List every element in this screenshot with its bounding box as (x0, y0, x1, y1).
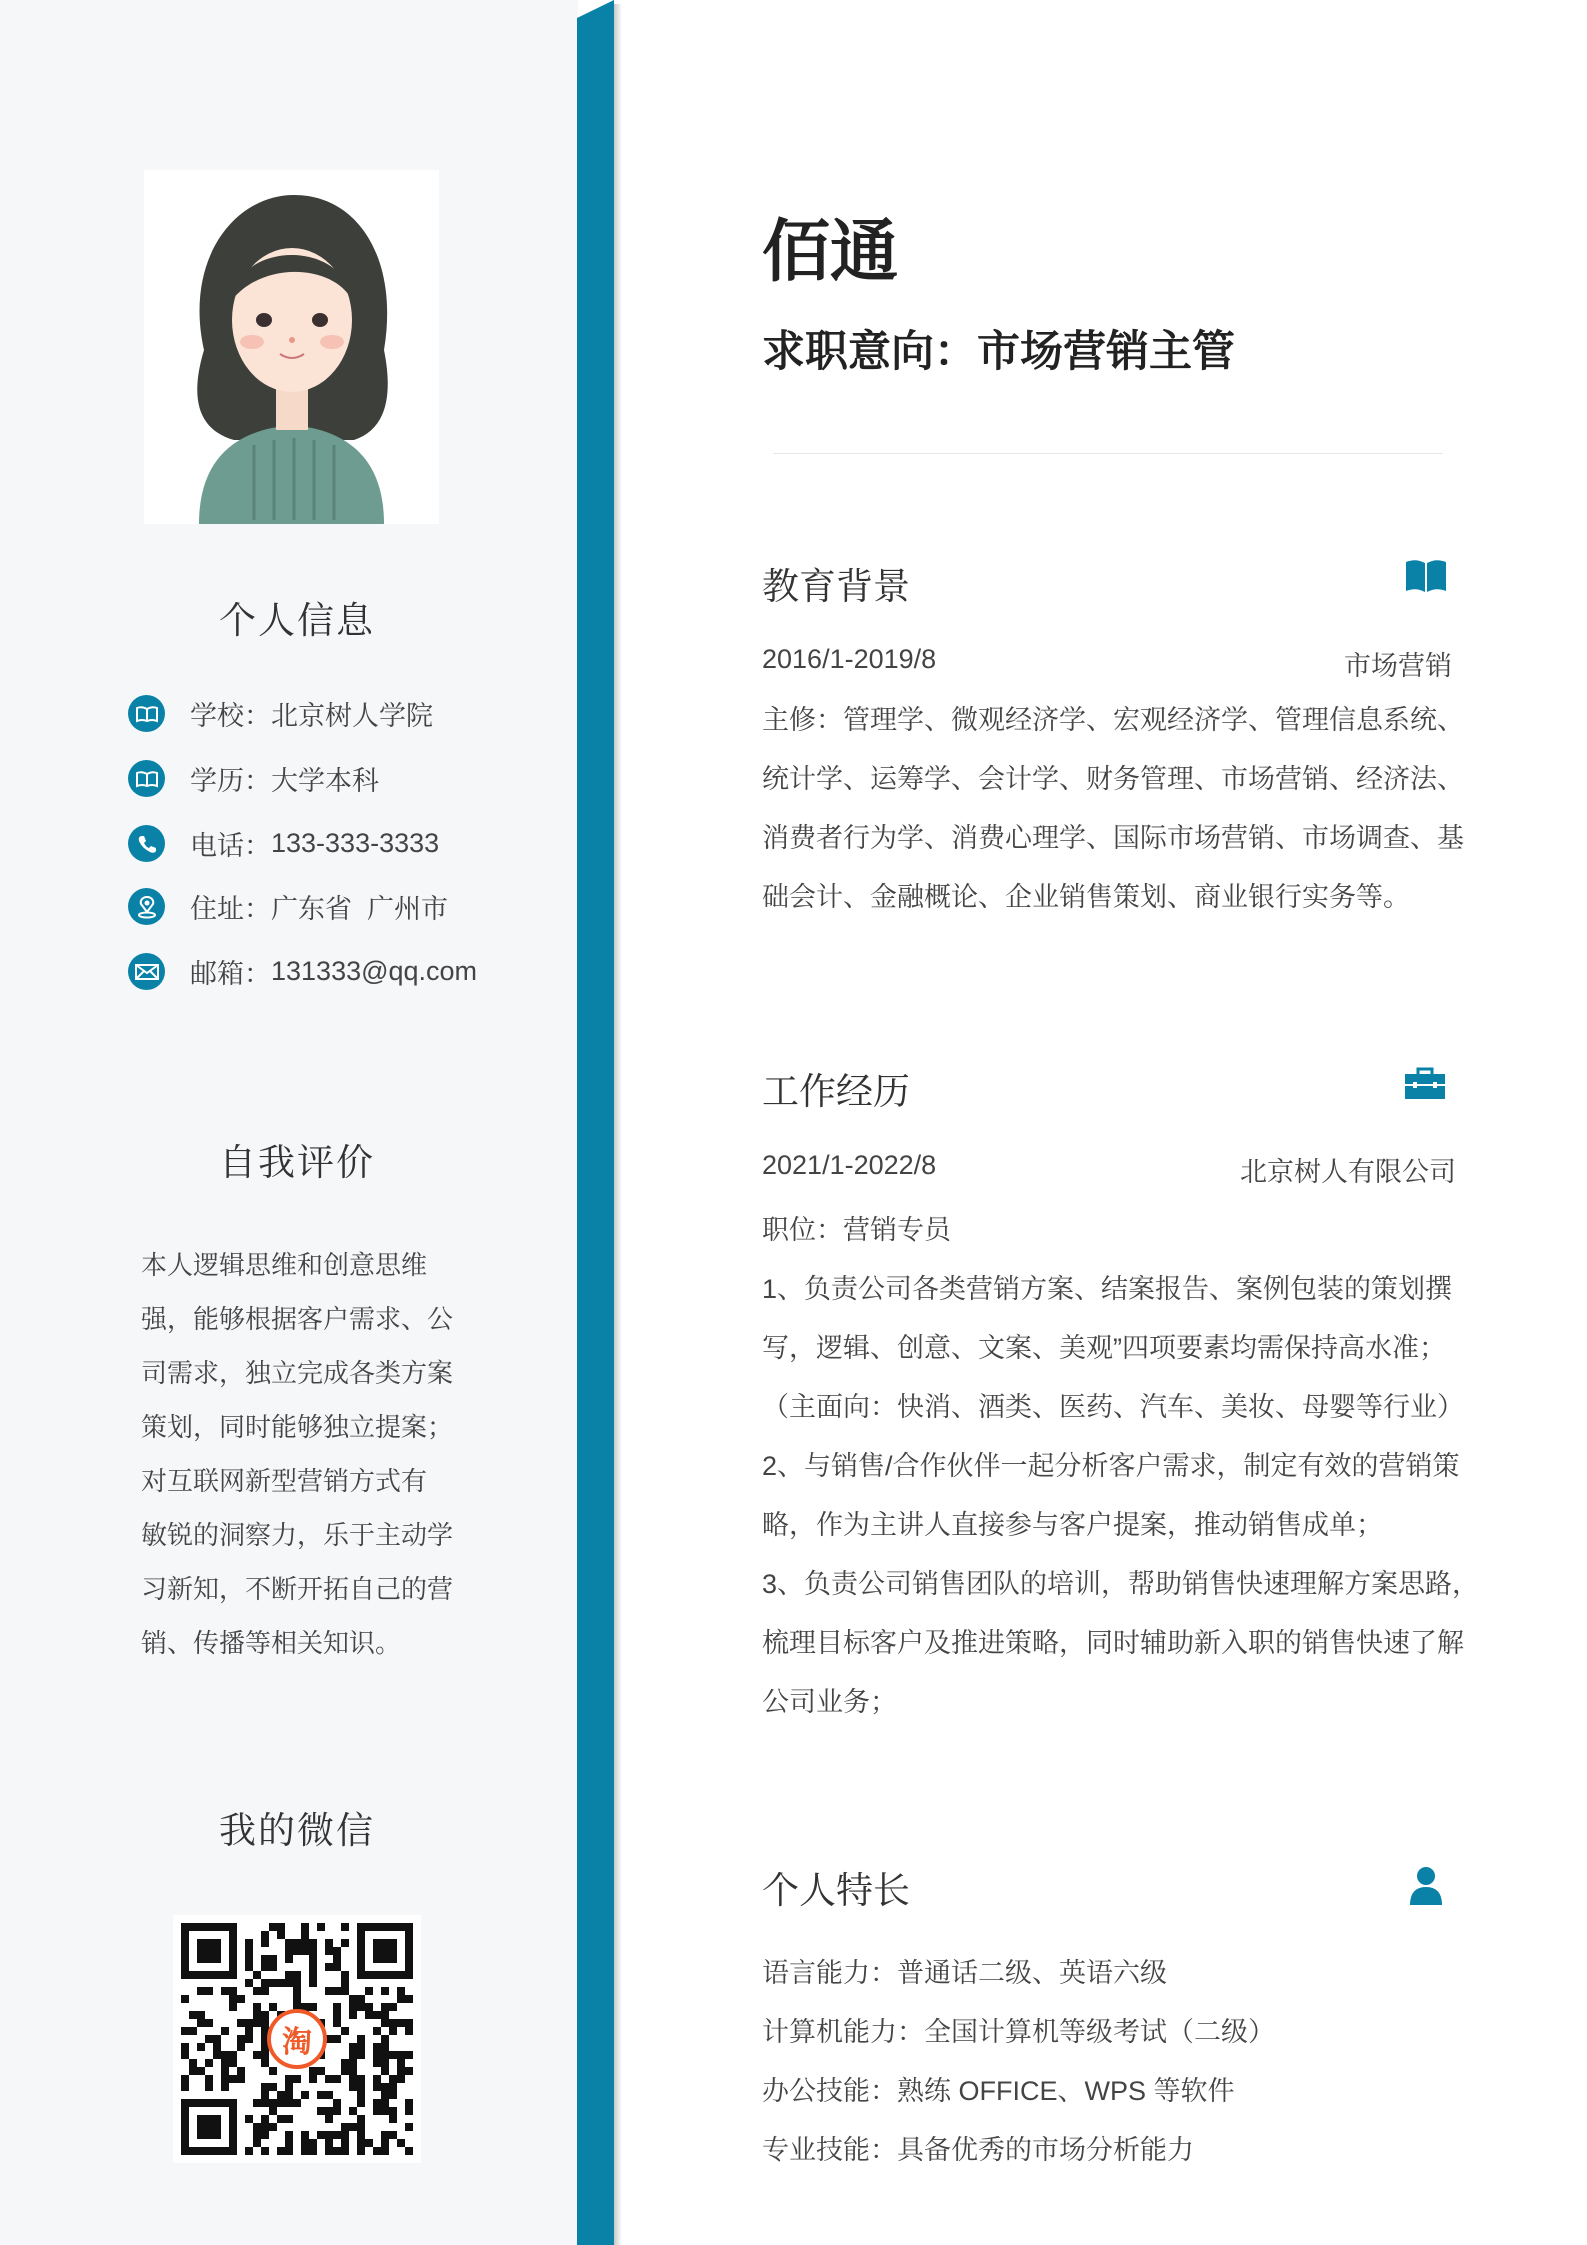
self-eval-line: 对互联网新型营销方式有 (141, 1466, 428, 1496)
self-eval-line: 策划，同时能够独立提案； (141, 1412, 454, 1442)
job-intent: 求职意向：市场营销主管 (762, 328, 1235, 376)
self-eval-line: 习新知，不断开拓自己的营 (141, 1574, 454, 1604)
skill-line: 办公技能：熟练 OFFICE、WPS 等软件 (762, 2076, 1235, 2106)
education-title: 教育背景 (762, 566, 910, 607)
accent-bar-shadow (614, 4, 622, 2245)
work-line: 公司业务； (762, 1687, 897, 1717)
course-line: 础会计、金融概论、企业销售策划、商业银行实务等。 (762, 882, 1410, 912)
work-line: 2、与销售/合作伙伴一起分析客户需求，制定有效的营销策 (762, 1451, 1460, 1481)
self-eval-line: 敏锐的洞察力，乐于主动学 (141, 1520, 454, 1550)
self-eval-line: 强，能够根据客户需求、公 (141, 1304, 454, 1334)
skills-list (762, 1944, 1462, 2180)
skill-line: 计算机能力：全国计算机等级考试（二级） (762, 2017, 1275, 2047)
mail-icon (128, 953, 165, 990)
work-description (762, 1201, 1480, 1732)
info-value: 133-333-3333 (271, 828, 440, 858)
work-line: 1、负责公司各类营销方案、结案报告、案例包装的策划撰 (762, 1274, 1453, 1304)
open-book-icon (1404, 558, 1448, 599)
skill-line: 语言能力：普通话二级、英语六级 (762, 1958, 1167, 1988)
course-line: 主修：管理学、微观经济学、宏观经济学、管理信息系统、 (762, 705, 1464, 735)
info-value: 北京树人学院 (271, 701, 433, 731)
work-line: 3、负责公司销售团队的培训，帮助销售快速理解方案思路， (762, 1569, 1480, 1599)
divider (773, 453, 1443, 454)
wechat-qr-code (173, 1915, 421, 2163)
skill-line: 专业技能：具备优秀的市场分析能力 (762, 2135, 1194, 2165)
education-courses (762, 691, 1462, 927)
self-eval-text (141, 1238, 466, 1670)
work-line: 职位：营销专员 (762, 1215, 951, 1245)
book-icon (128, 695, 165, 732)
briefcase-icon (1404, 1066, 1446, 1105)
info-item-email (128, 952, 477, 991)
info-label: 学历： (190, 766, 271, 796)
phone-icon (128, 825, 165, 862)
info-item-school (128, 694, 433, 733)
work-line: （主面向：快消、酒类、医药、汽车、美妆、母婴等行业） (762, 1392, 1464, 1422)
course-line: 统计学、运筹学、会计学、财务管理、市场营销、经济法、 (762, 764, 1464, 794)
avatar (144, 170, 439, 524)
info-item-phone (128, 824, 439, 863)
education-row (762, 644, 1452, 683)
course-line: 消费者行为学、消费心理学、国际市场营销、市场调查、基 (762, 823, 1464, 853)
work-line: 梳理目标客户及推进策略，同时辅助新入职的销售快速了解 (762, 1628, 1464, 1658)
info-label: 学校： (190, 701, 271, 731)
work-line: 略，作为主讲人直接参与客户提案，推动销售成单； (762, 1510, 1383, 1540)
info-item-degree (128, 759, 379, 798)
book-icon (128, 760, 165, 797)
personal-info-title: 个人信息 (219, 600, 375, 641)
info-value: 大学本科 (271, 766, 379, 796)
self-eval-title: 自我评价 (219, 1142, 375, 1183)
skills-title: 个人特长 (762, 1870, 910, 1911)
work-date: 2021/1-2022/8 (762, 1150, 937, 1180)
info-label: 住址： (190, 894, 271, 924)
candidate-name: 佰通 (762, 214, 899, 290)
work-company: 北京树人有限公司 (1240, 1157, 1456, 1187)
work-title: 工作经历 (762, 1071, 910, 1112)
user-icon (1408, 1865, 1444, 1910)
work-row (762, 1150, 1456, 1189)
info-value: 广东省 广州市 (271, 894, 449, 924)
info-label: 邮箱： (190, 959, 271, 989)
info-value: 131333@qq.com (271, 956, 478, 986)
qr-logo: 淘 (267, 2009, 327, 2069)
education-major: 市场营销 (1344, 651, 1452, 681)
info-label: 电话： (190, 831, 271, 861)
self-eval-line: 本人逻辑思维和创意思维 (141, 1250, 428, 1280)
work-line: 写，逻辑、创意、文案、美观”四项要素均需保持高水准； (762, 1333, 1446, 1363)
self-eval-line: 销、传播等相关知识。 (141, 1628, 402, 1658)
wechat-title: 我的微信 (219, 1810, 375, 1851)
self-eval-line: 司需求，独立完成各类方案 (141, 1358, 454, 1388)
info-item-address (128, 887, 448, 926)
accent-bar (577, 0, 614, 2245)
education-date: 2016/1-2019/8 (762, 644, 937, 674)
location-icon (128, 888, 165, 925)
